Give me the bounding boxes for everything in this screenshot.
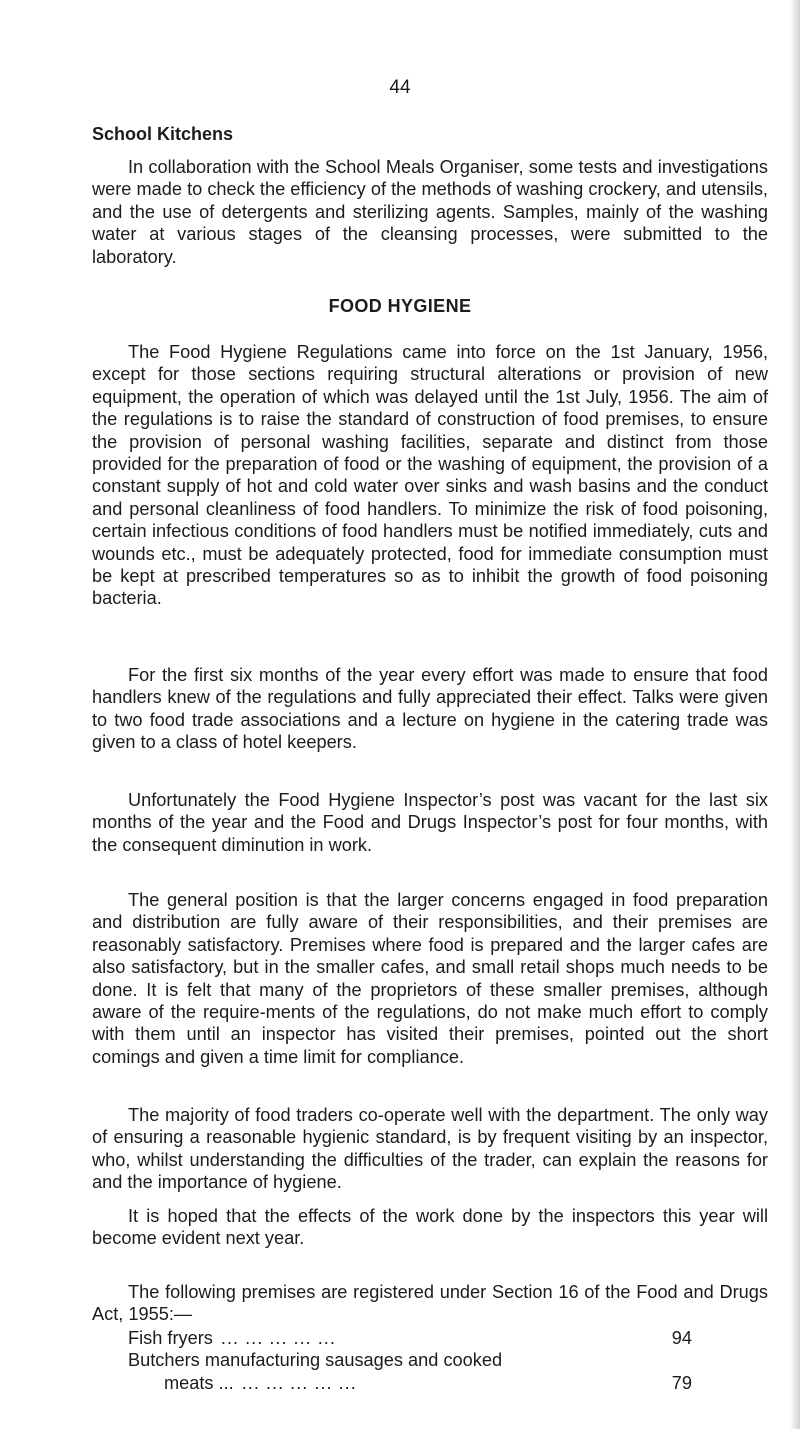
school-kitchens-paragraph: In collaboration with the School Meals Organiser, some tests and investigations were made to check the efficiency of the methods of washing crockery, and utensils, and the use of detergents and sterilizing agents. Samples, mainly of the washing water at various stages of the cleansing processes, were submitted to the laboratory. (92, 157, 768, 267)
page-number: 44 (389, 77, 411, 98)
premises-count: 79 (671, 1373, 692, 1393)
school-kitchens-heading: School Kitchens (92, 124, 234, 144)
dot-leader: ... ... ... ... ... (220, 1328, 336, 1348)
food-hygiene-paragraph-4: The general position is that the larger concerns engaged in food preparation and distribution are fully aware of their responsibilities, and their premises are reasonably satisfactory. Premises where food is prepared and the larger cafes are also satisfactory, but in the smaller cafes, and small retail shops much needs to be done. It is felt that many of the proprietors of these smaller premises, although aware of the require-ments of the regulations, do not make much effort to comply with them until an inspector has visited their premises, pointed out the short comings and given a time limit for compliance. (92, 890, 768, 1067)
food-hygiene-paragraph-3: Unfortunately the Food Hygiene Inspector’s post was vacant for the last six months of the year and the Food and Drugs Inspector’s post for four months, with the consequent diminution in work. (92, 790, 768, 855)
food-hygiene-paragraph-5: The majority of food traders co-operate well with the department. The only way of ensuring a reasonable hygienic standard, is by frequent visiting by an inspector, who, whilst understanding the difficulties of the trader, can explain the reasons for and the importance of hygiene. (92, 1105, 768, 1193)
premises-label-continuation: meats ... (164, 1373, 234, 1393)
premises-label: Fish fryers (128, 1328, 213, 1348)
food-hygiene-paragraph-2: For the first six months of the year every effort was made to ensure that food handlers knew of the regulations and fully appreciated their effect. Talks were given to two food trade associations and a lecture on hygiene in the catering trade was given to a class of hotel keepers. (92, 665, 768, 753)
registered-premises-row-continuation (164, 1372, 692, 1394)
registered-premises-row (128, 1349, 692, 1371)
dot-leader: ... ... ... ... ... (241, 1373, 357, 1393)
page-edge-shadow (790, 0, 800, 1429)
food-hygiene-paragraph-6: It is hoped that the effects of the work done by the inspectors this year will become evident next year. (92, 1206, 768, 1249)
registered-premises-row (128, 1327, 692, 1349)
premises-count: 94 (671, 1328, 692, 1348)
food-hygiene-paragraph-1: The Food Hygiene Regulations came into force on the 1st January, 1956, except for those sections requiring structural alterations or provision of new equipment, the operation of which was delayed until the 1st July, 1956. The aim of the regulations is to raise the standard of construction of food premises, to ensure the provision of personal washing facilities, separate and distinct from those provided for the preparation of food or the washing of equipment, the provision of a constant supply of hot and cold water over sinks and wash basins and the conduct and personal cleanliness of food handlers. To minimize the risk of food poisoning, certain infectious conditions of food handlers must be notified immediately, cuts and wounds etc., must be adequately protected, food for immediate consumption must be kept at prescribed temperatures so as to inhibit the growth of food poisoning bacteria. (92, 342, 768, 609)
food-hygiene-heading: FOOD HYGIENE (328, 296, 472, 316)
premises-label: Butchers manufacturing sausages and cooked (128, 1350, 503, 1370)
food-hygiene-paragraph-7: The following premises are registered under Section 16 of the Food and Drugs Act, 1955:— (92, 1282, 768, 1325)
